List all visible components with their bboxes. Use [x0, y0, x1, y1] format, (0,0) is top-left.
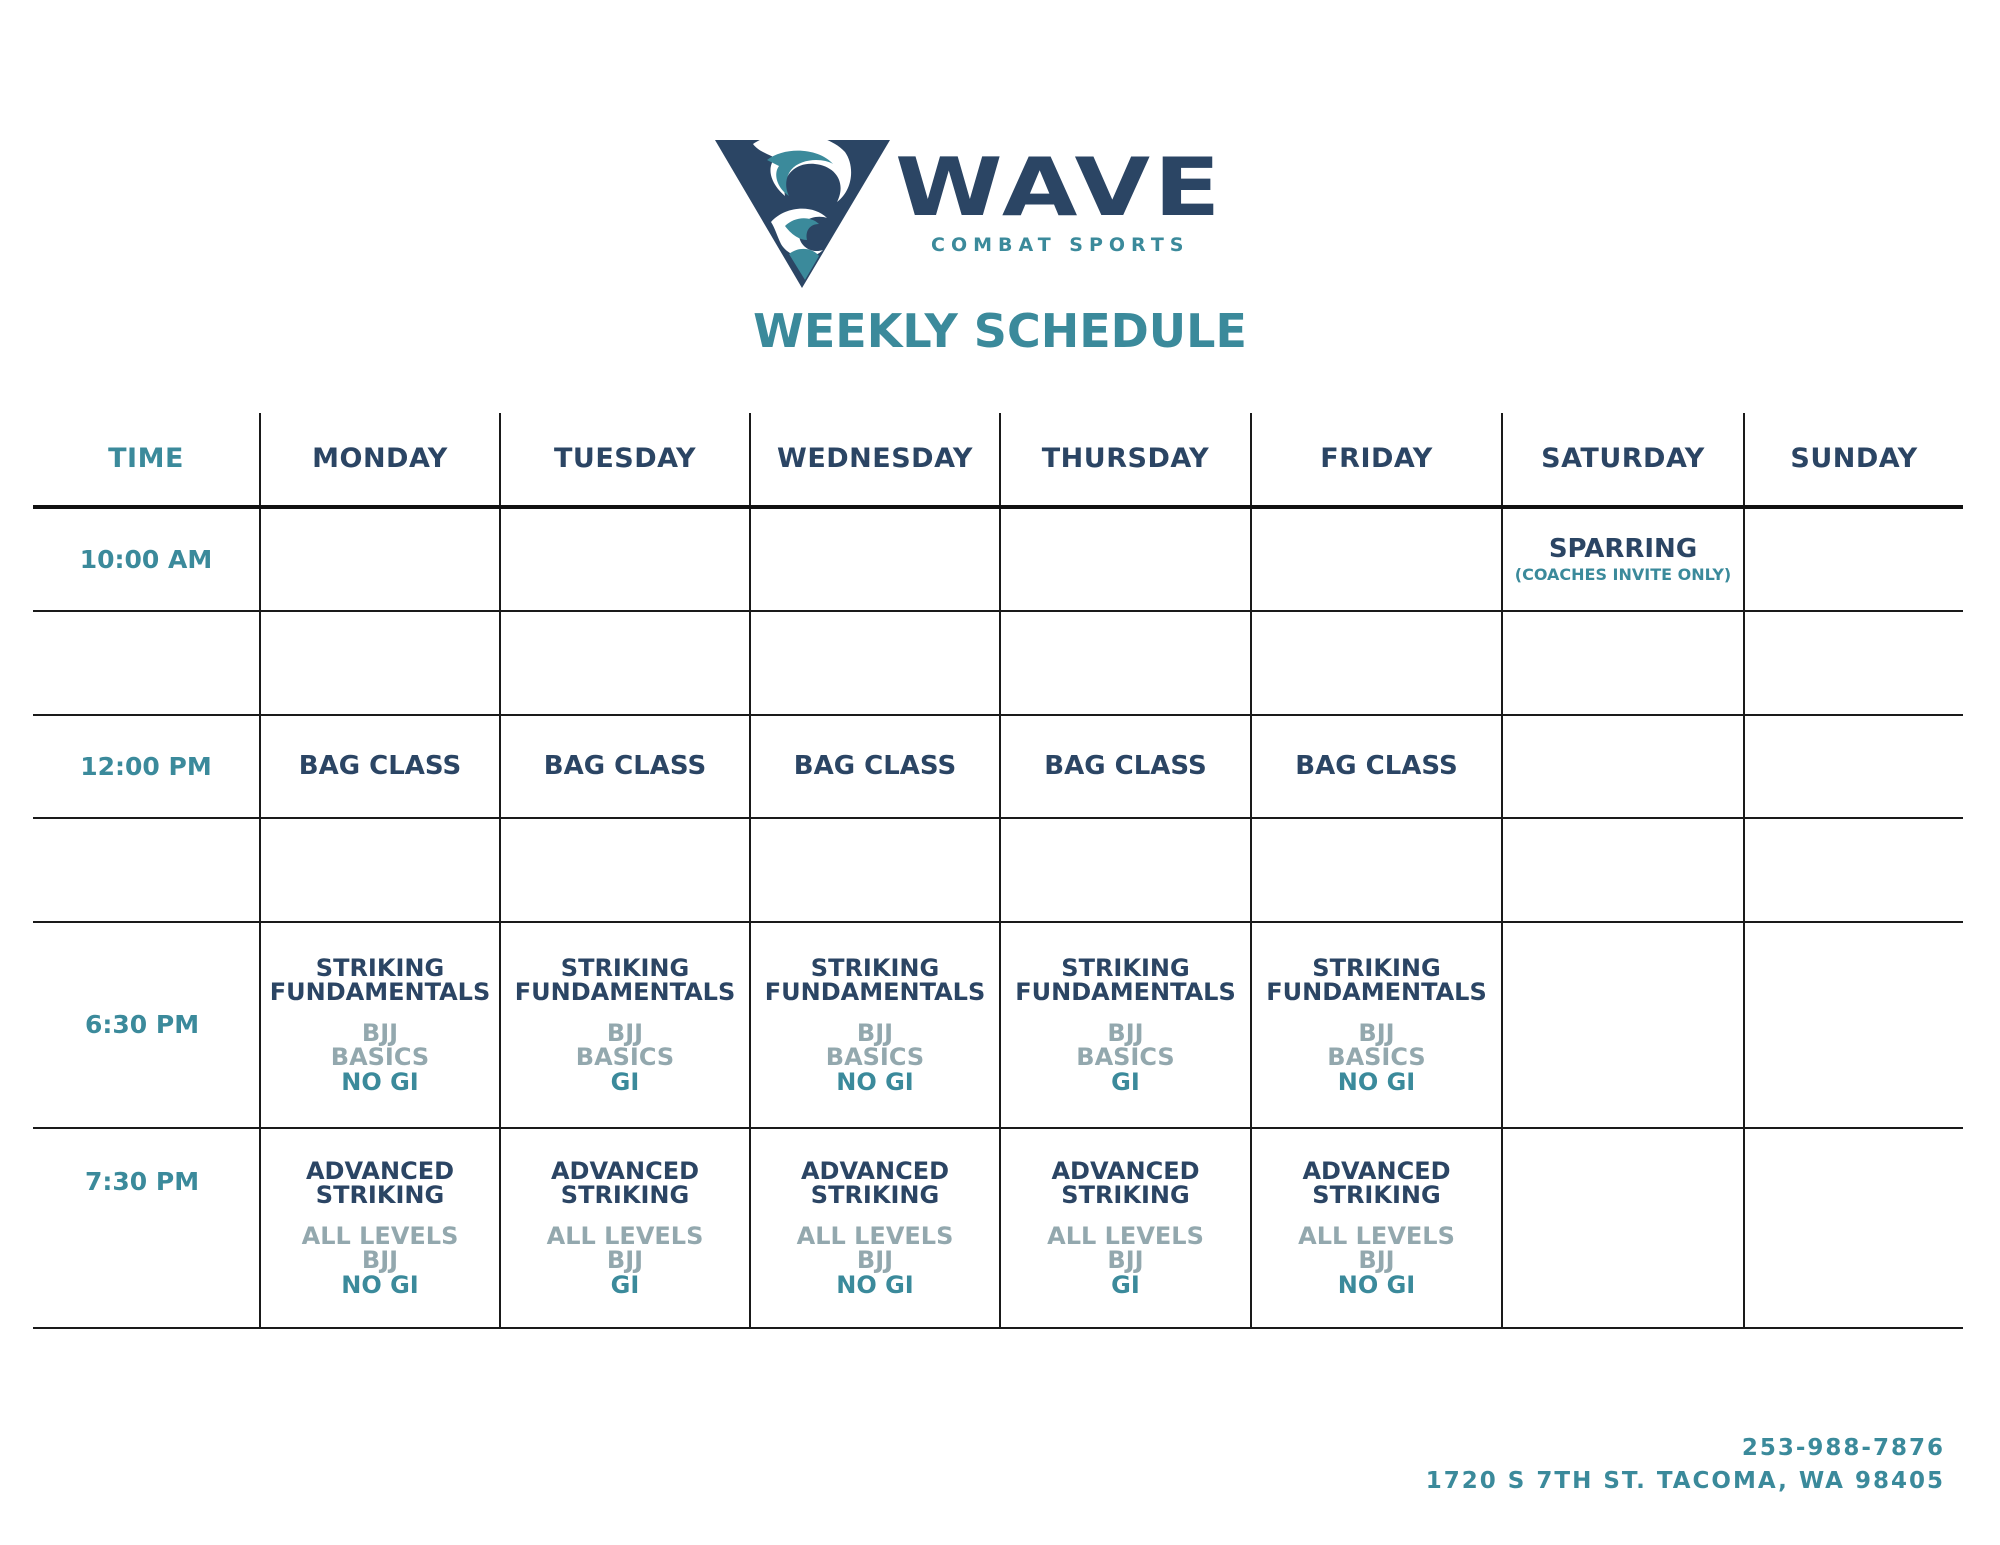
class-sub-line: ALL LEVELS	[1047, 1221, 1204, 1250]
class-variant: GI	[610, 1067, 640, 1096]
class-name-line: FUNDAMENTALS	[269, 978, 491, 1007]
class-name-line: FUNDAMENTALS	[764, 978, 986, 1007]
class-name-line: STRIKING	[810, 953, 940, 982]
class-name-line: STRIKING	[560, 953, 690, 982]
class-name-line: STRIKING	[1312, 1181, 1441, 1210]
class-cell-friday-late	[1252, 1129, 1501, 1327]
column-header-monday: MONDAY	[312, 443, 448, 475]
class-name-line: STRIKING	[315, 953, 445, 982]
column-header-tuesday: TUESDAY	[553, 443, 696, 475]
class-cell-monday-evening	[261, 923, 499, 1127]
class-name-line: STRIKING	[1312, 953, 1441, 982]
column-header-sunday: SUNDAY	[1790, 443, 1918, 475]
class-name-line: STRIKING	[1061, 953, 1190, 982]
class-variant: NO GI	[836, 1067, 914, 1096]
class-sub-line: BASICS	[825, 1043, 925, 1072]
class-cell-wednesday-bag: BAG CLASS	[793, 751, 957, 782]
column-header-friday: FRIDAY	[1320, 443, 1433, 475]
class-variant: GI	[1111, 1067, 1140, 1096]
time-label: 7:30 PM	[85, 1167, 200, 1196]
class-cell-wednesday-late	[751, 1129, 999, 1327]
class-sub-line: BJJ	[1107, 1246, 1144, 1275]
class-sub-line: BASICS	[330, 1043, 430, 1072]
class-sub-line: ALL LEVELS	[1298, 1221, 1455, 1250]
class-name: SPARRING	[1548, 534, 1698, 565]
class-name-line: FUNDAMENTALS	[1015, 978, 1236, 1007]
schedule-table	[33, 413, 1963, 1328]
class-sub-line: BASICS	[575, 1043, 675, 1072]
class-name-line: ADVANCED	[800, 1156, 950, 1185]
column-header-wednesday: WEDNESDAY	[777, 443, 973, 475]
column-header-time: TIME	[108, 443, 184, 475]
time-label: 6:30 PM	[85, 1010, 200, 1040]
class-variant: NO GI	[341, 1067, 419, 1096]
row-divider	[33, 1327, 1963, 1329]
class-variant: NO GI	[341, 1270, 419, 1299]
class-cell-monday-bag: BAG CLASS	[298, 751, 462, 782]
class-sub-line: ALL LEVELS	[796, 1221, 954, 1250]
class-variant: NO GI	[836, 1270, 914, 1299]
class-name-line: FUNDAMENTALS	[514, 978, 736, 1007]
class-sub-line: ALL LEVELS	[546, 1221, 704, 1250]
class-sub-line: BJJ	[1358, 1018, 1395, 1047]
contact-footer	[1426, 1432, 1945, 1497]
class-sub-line: BJJ	[856, 1246, 894, 1275]
class-cell-monday-late	[261, 1129, 499, 1327]
time-label: 12:00 PM	[80, 751, 212, 781]
class-sub-line: BJJ	[361, 1246, 399, 1275]
row-divider	[33, 610, 1963, 612]
class-sub-line: ALL LEVELS	[301, 1221, 459, 1250]
class-cell-saturday-sparring	[1503, 509, 1743, 610]
class-variant: GI	[1111, 1270, 1140, 1299]
brand-wordmark: WAVE	[895, 141, 1225, 234]
address: 1720 S 7TH ST. TACOMA, WA 98405	[1425, 1467, 1945, 1494]
class-variant: NO GI	[1337, 1067, 1416, 1096]
class-name-line: ADVANCED	[1051, 1156, 1200, 1185]
row-divider	[33, 817, 1963, 819]
class-name-line: ADVANCED	[1302, 1156, 1451, 1185]
class-cell-thursday-late	[1001, 1129, 1250, 1327]
class-sub-line: BJJ	[606, 1018, 644, 1047]
class-cell-tuesday-late	[501, 1129, 749, 1327]
class-sub-line: BASICS	[1327, 1043, 1426, 1072]
time-label: 10:00 AM	[79, 544, 213, 574]
class-name-line: STRIKING	[560, 1181, 690, 1210]
brand-tagline: COMBAT SPORTS	[931, 234, 1190, 256]
class-sub-line: BJJ	[1107, 1018, 1144, 1047]
class-name-line: ADVANCED	[305, 1156, 455, 1185]
column-header-saturday: SATURDAY	[1541, 443, 1705, 475]
column-header-thursday: THURSDAY	[1041, 443, 1210, 475]
class-cell-wednesday-evening	[751, 923, 999, 1127]
class-sub-line: BJJ	[606, 1246, 644, 1275]
column-divider	[1743, 413, 1745, 1328]
class-sub-line: BASICS	[1076, 1043, 1175, 1072]
class-name-line: STRIKING	[315, 1181, 445, 1210]
class-sub-line: BJJ	[856, 1018, 894, 1047]
class-cell-tuesday-bag: BAG CLASS	[543, 751, 707, 782]
class-cell-tuesday-evening	[501, 923, 749, 1127]
class-variant: NO GI	[1337, 1270, 1416, 1299]
class-sub-line: BJJ	[1358, 1246, 1395, 1275]
page-title: WEEKLY SCHEDULE	[753, 304, 1247, 358]
class-note: (COACHES INVITE ONLY)	[1514, 564, 1732, 584]
class-cell-friday-evening	[1252, 923, 1501, 1127]
class-sub-line: BJJ	[361, 1018, 399, 1047]
class-name-line: FUNDAMENTALS	[1266, 978, 1487, 1007]
wave-triangle-icon	[715, 130, 895, 290]
brand-logo	[715, 130, 1225, 290]
class-variant: GI	[610, 1270, 640, 1299]
phone-number[interactable]: 253-988-7876	[1741, 1435, 1945, 1461]
class-cell-thursday-evening	[1001, 923, 1250, 1127]
class-name-line: STRIKING	[1061, 1181, 1190, 1210]
class-name-line: ADVANCED	[550, 1156, 700, 1185]
class-cell-thursday-bag: BAG CLASS	[1044, 751, 1207, 782]
class-name-line: STRIKING	[810, 1181, 940, 1210]
class-cell-friday-bag: BAG CLASS	[1295, 751, 1458, 782]
